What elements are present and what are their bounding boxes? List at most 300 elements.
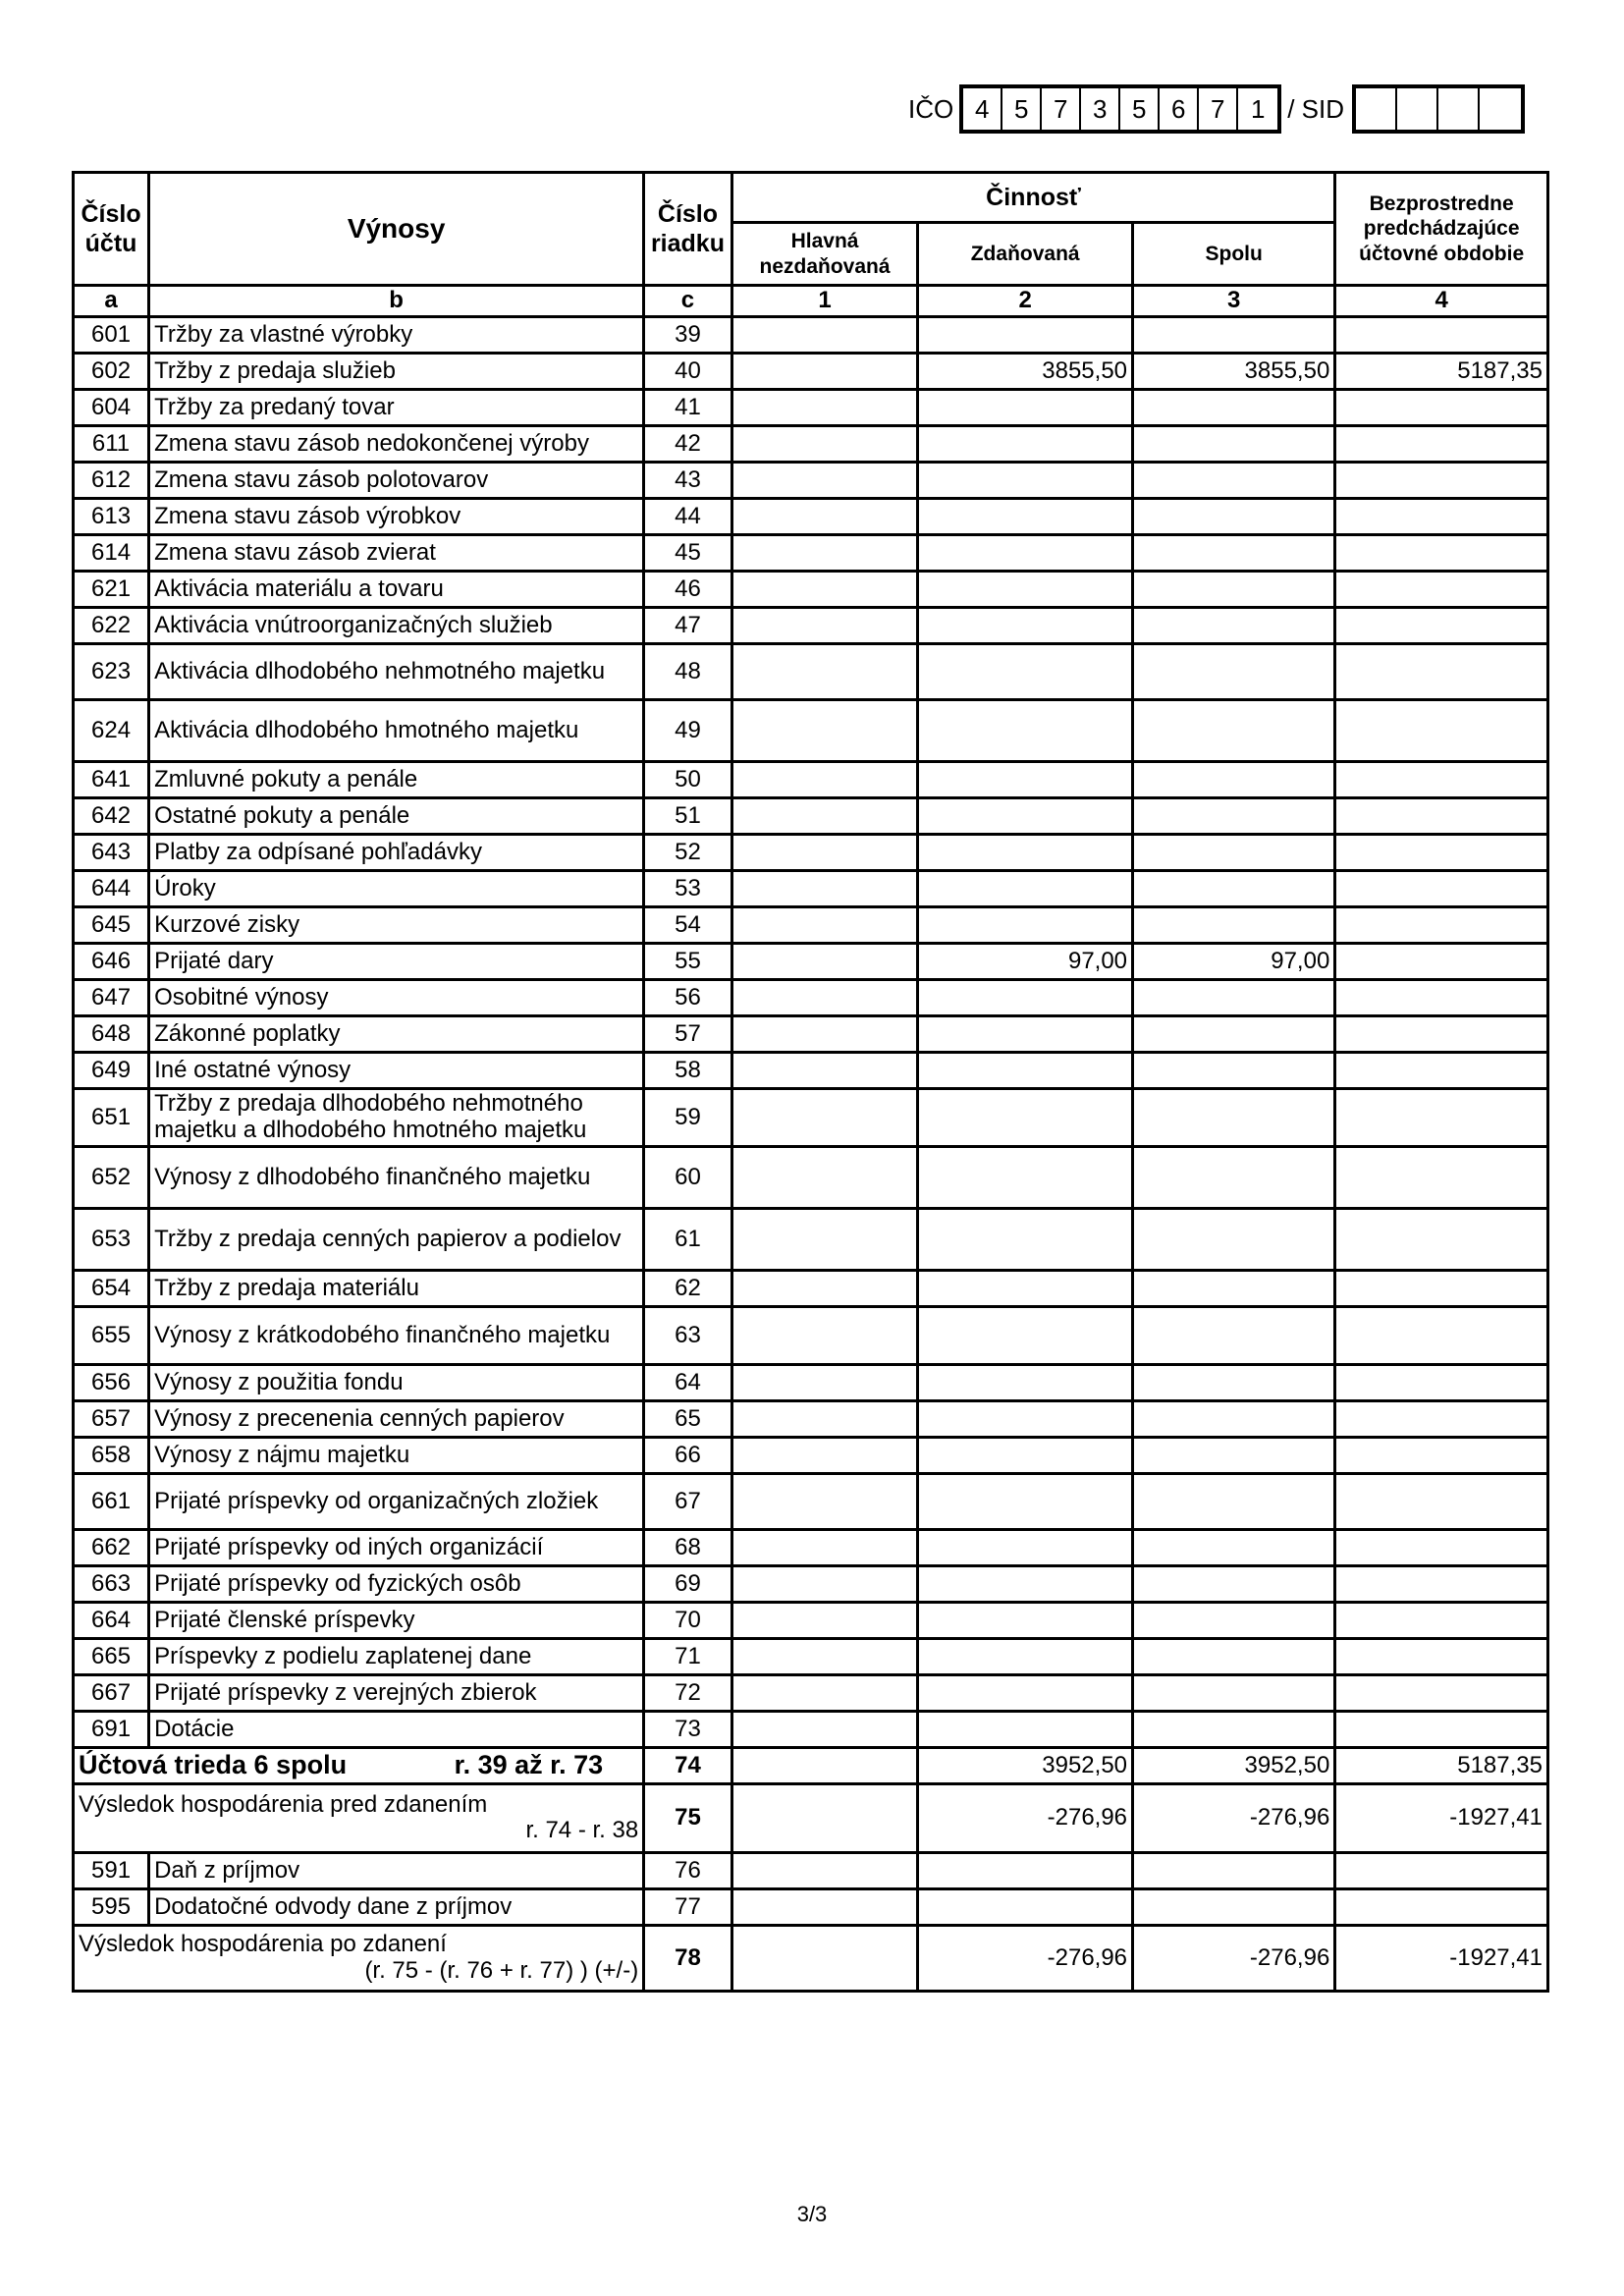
table-row	[74, 1306, 1548, 1364]
value-total[interactable]	[1133, 1602, 1335, 1638]
account-name: Zmena stavu zásob polotovarov	[149, 462, 644, 498]
account-number: 641	[74, 761, 149, 797]
value-total[interactable]	[1133, 534, 1335, 571]
account-name: Prijaté príspevky z verejných zbierok	[149, 1674, 644, 1711]
value-previous[interactable]	[1335, 1088, 1548, 1146]
value-previous[interactable]: -1927,41	[1335, 1783, 1548, 1852]
value-total[interactable]	[1133, 1638, 1335, 1674]
ico-digit[interactable]: 7	[1199, 88, 1238, 130]
value-taxed[interactable]	[918, 1565, 1133, 1602]
value-main-untaxed[interactable]	[731, 316, 918, 353]
account-name: Prijaté dary	[149, 943, 644, 979]
result-after-tax-label-cell	[74, 1925, 644, 1991]
value-main-untaxed[interactable]	[731, 1565, 918, 1602]
account-number: 649	[74, 1052, 149, 1088]
value-main-untaxed[interactable]	[731, 1602, 918, 1638]
sid-digit[interactable]	[1438, 88, 1480, 130]
value-main-untaxed[interactable]	[731, 979, 918, 1015]
value-previous[interactable]	[1335, 1565, 1548, 1602]
table-row	[74, 1400, 1548, 1437]
value-previous[interactable]	[1335, 979, 1548, 1015]
value-taxed[interactable]: -276,96	[918, 1783, 1133, 1852]
value-total[interactable]: -276,96	[1133, 1925, 1335, 1991]
value-taxed[interactable]	[918, 906, 1133, 943]
value-previous[interactable]	[1335, 1270, 1548, 1306]
page-number: 3/3	[796, 2202, 828, 2226]
table-row	[74, 1270, 1548, 1306]
value-main-untaxed[interactable]	[731, 1529, 918, 1565]
sid-digit[interactable]	[1480, 88, 1521, 130]
value-previous[interactable]	[1335, 1052, 1548, 1088]
value-taxed[interactable]	[918, 1888, 1133, 1925]
account-name: Výnosy z dlhodobého finančného majetku	[149, 1146, 644, 1208]
table-row	[74, 643, 1548, 699]
value-total[interactable]	[1133, 1015, 1335, 1052]
value-taxed[interactable]	[918, 1270, 1133, 1306]
value-previous[interactable]: -1927,41	[1335, 1925, 1548, 1991]
value-total[interactable]	[1133, 571, 1335, 607]
value-taxed[interactable]	[918, 797, 1133, 834]
account-name: Prijaté príspevky od fyzických osôb	[149, 1565, 644, 1602]
value-main-untaxed[interactable]	[731, 1783, 918, 1852]
row-number: 44	[644, 498, 732, 534]
value-previous[interactable]	[1335, 1888, 1548, 1925]
account-name: Daň z príjmov	[149, 1852, 644, 1888]
value-main-untaxed[interactable]	[731, 1852, 918, 1888]
table-row	[74, 1473, 1548, 1529]
value-main-untaxed[interactable]	[731, 1088, 918, 1146]
ico-label: IČO	[908, 93, 954, 124]
value-main-untaxed[interactable]	[731, 1400, 918, 1437]
value-total[interactable]: 3855,50	[1133, 353, 1335, 389]
value-main-untaxed[interactable]	[731, 1052, 918, 1088]
account-name: Zmena stavu zásob zvierat	[149, 534, 644, 571]
value-main-untaxed[interactable]	[731, 389, 918, 425]
class-total-label: Účtová trieda 6 spolu	[79, 1749, 348, 1779]
account-number: 648	[74, 1015, 149, 1052]
account-name: Zákonné poplatky	[149, 1015, 644, 1052]
value-main-untaxed[interactable]	[731, 1208, 918, 1270]
account-name: Zmena stavu zásob nedokončenej výroby	[149, 425, 644, 462]
value-previous[interactable]	[1335, 1208, 1548, 1270]
table-row	[74, 425, 1548, 462]
account-number: 614	[74, 534, 149, 571]
value-taxed[interactable]: 3855,50	[918, 353, 1133, 389]
account-number: 658	[74, 1437, 149, 1473]
table-row	[74, 834, 1548, 870]
value-total[interactable]	[1133, 1852, 1335, 1888]
row-number: 43	[644, 462, 732, 498]
account-number: 656	[74, 1364, 149, 1400]
table-row	[74, 1052, 1548, 1088]
account-name: Iné ostatné výnosy	[149, 1052, 644, 1088]
value-main-untaxed[interactable]	[731, 425, 918, 462]
table-row	[74, 571, 1548, 607]
value-main-untaxed[interactable]	[731, 1437, 918, 1473]
account-number: 642	[74, 797, 149, 834]
value-main-untaxed[interactable]	[731, 462, 918, 498]
account-name: Prijaté príspevky od organizačných zložiek	[149, 1473, 644, 1529]
value-total[interactable]	[1133, 1565, 1335, 1602]
account-name: Kurzové zisky	[149, 906, 644, 943]
value-previous[interactable]	[1335, 1529, 1548, 1565]
value-total[interactable]	[1133, 906, 1335, 943]
row-number: 48	[644, 643, 732, 699]
table-row	[74, 316, 1548, 353]
value-taxed[interactable]	[918, 1852, 1133, 1888]
value-main-untaxed[interactable]	[731, 797, 918, 834]
value-total[interactable]	[1133, 462, 1335, 498]
value-taxed[interactable]	[918, 1146, 1133, 1208]
ico-digit[interactable]: 6	[1160, 88, 1199, 130]
value-taxed[interactable]	[918, 1400, 1133, 1437]
value-total[interactable]	[1133, 1270, 1335, 1306]
table-row	[74, 943, 1548, 979]
table-row	[74, 1674, 1548, 1711]
result-after-tax-row	[74, 1925, 1548, 1991]
table-row	[74, 607, 1548, 643]
sid-label: / SID	[1287, 93, 1345, 124]
col-letter: 1	[731, 286, 918, 317]
tax-row	[74, 1888, 1548, 1925]
value-previous[interactable]	[1335, 1674, 1548, 1711]
value-previous[interactable]	[1335, 834, 1548, 870]
value-taxed[interactable]	[918, 979, 1133, 1015]
value-taxed[interactable]: 3952,50	[918, 1747, 1133, 1783]
col-header-name: Výnosy	[149, 173, 644, 286]
value-total[interactable]	[1133, 643, 1335, 699]
row-number: 54	[644, 906, 732, 943]
value-total[interactable]	[1133, 1052, 1335, 1088]
ico-digit[interactable]: 5	[1002, 88, 1042, 130]
value-previous[interactable]: 5187,35	[1335, 353, 1548, 389]
row-number: 57	[644, 1015, 732, 1052]
col-letter: 3	[1133, 286, 1335, 317]
table-row	[74, 797, 1548, 834]
value-total[interactable]	[1133, 761, 1335, 797]
row-number: 63	[644, 1306, 732, 1364]
value-main-untaxed[interactable]	[731, 1674, 918, 1711]
value-taxed[interactable]	[918, 498, 1133, 534]
value-main-untaxed[interactable]	[731, 571, 918, 607]
value-previous[interactable]	[1335, 1015, 1548, 1052]
value-taxed[interactable]	[918, 571, 1133, 607]
value-main-untaxed[interactable]	[731, 943, 918, 979]
account-name: Prijaté príspevky od iných organizácií	[149, 1529, 644, 1565]
value-total[interactable]	[1133, 607, 1335, 643]
value-taxed[interactable]	[918, 534, 1133, 571]
account-number: 613	[74, 498, 149, 534]
account-name: Ostatné pokuty a penále	[149, 797, 644, 834]
value-total[interactable]	[1133, 1400, 1335, 1437]
account-number: 654	[74, 1270, 149, 1306]
value-main-untaxed[interactable]	[731, 1364, 918, 1400]
table-row	[74, 1638, 1548, 1674]
value-total[interactable]	[1133, 425, 1335, 462]
value-taxed[interactable]	[918, 1473, 1133, 1529]
row-number: 49	[644, 699, 732, 761]
value-taxed[interactable]	[918, 834, 1133, 870]
account-number: 602	[74, 353, 149, 389]
value-previous[interactable]	[1335, 1473, 1548, 1529]
value-main-untaxed[interactable]	[731, 870, 918, 906]
ico-digit-boxes	[959, 84, 1281, 134]
account-name: Aktivácia materiálu a tovaru	[149, 571, 644, 607]
row-number: 78	[644, 1925, 732, 1991]
class-total-row	[74, 1747, 1548, 1783]
account-name: Úroky	[149, 870, 644, 906]
class-total-label-cell	[74, 1747, 644, 1783]
value-total[interactable]	[1133, 979, 1335, 1015]
account-name: Aktivácia vnútroorganizačných služieb	[149, 607, 644, 643]
row-number: 69	[644, 1565, 732, 1602]
row-number: 72	[644, 1674, 732, 1711]
value-previous[interactable]	[1335, 425, 1548, 462]
value-taxed[interactable]	[918, 1711, 1133, 1747]
account-name: Výnosy z nájmu majetku	[149, 1437, 644, 1473]
value-total[interactable]	[1133, 1711, 1335, 1747]
account-name: Dotácie	[149, 1711, 644, 1747]
value-previous[interactable]	[1335, 906, 1548, 943]
ico-digit[interactable]: 7	[1042, 88, 1081, 130]
value-main-untaxed[interactable]	[731, 353, 918, 389]
value-previous[interactable]	[1335, 699, 1548, 761]
account-number: 591	[74, 1852, 149, 1888]
account-number: 661	[74, 1473, 149, 1529]
ico-digit[interactable]: 4	[963, 88, 1002, 130]
ico-digit[interactable]: 3	[1081, 88, 1120, 130]
result-before-tax-formula: r. 74 - r. 38	[525, 1817, 639, 1844]
value-taxed[interactable]	[918, 1015, 1133, 1052]
value-previous[interactable]	[1335, 316, 1548, 353]
account-name: Tržby z predaja dlhodobého nehmotného majetku a dlhodobého hmotného majetku	[149, 1088, 644, 1146]
value-previous[interactable]	[1335, 1638, 1548, 1674]
tax-row	[74, 1852, 1548, 1888]
value-total[interactable]: 3952,50	[1133, 1747, 1335, 1783]
value-total[interactable]	[1133, 1437, 1335, 1473]
sid-digit[interactable]	[1356, 88, 1397, 130]
col-header-row-no: Číslo riadku	[644, 173, 732, 286]
value-total[interactable]: 97,00	[1133, 943, 1335, 979]
account-number: 624	[74, 699, 149, 761]
col-letter: 4	[1335, 286, 1548, 317]
value-total[interactable]: -276,96	[1133, 1783, 1335, 1852]
account-number: 662	[74, 1529, 149, 1565]
value-total[interactable]	[1133, 316, 1335, 353]
value-taxed[interactable]	[918, 1364, 1133, 1400]
value-taxed[interactable]	[918, 1088, 1133, 1146]
value-previous[interactable]	[1335, 797, 1548, 834]
value-taxed[interactable]	[918, 1437, 1133, 1473]
value-total[interactable]	[1133, 1146, 1335, 1208]
value-previous[interactable]	[1335, 607, 1548, 643]
row-number: 70	[644, 1602, 732, 1638]
account-number: 667	[74, 1674, 149, 1711]
account-name: Tržby z predaja cenných papierov a podielov	[149, 1208, 644, 1270]
table-row	[74, 870, 1548, 906]
table-row	[74, 498, 1548, 534]
value-total[interactable]	[1133, 1529, 1335, 1565]
value-total[interactable]	[1133, 834, 1335, 870]
value-main-untaxed[interactable]	[731, 834, 918, 870]
col-header-account: Číslo účtu	[74, 173, 149, 286]
value-taxed[interactable]	[918, 1208, 1133, 1270]
value-main-untaxed[interactable]	[731, 1306, 918, 1364]
result-before-tax-label-cell	[74, 1783, 644, 1852]
value-previous[interactable]	[1335, 1306, 1548, 1364]
row-number: 73	[644, 1711, 732, 1747]
class-total-range: r. 39 až r. 73	[454, 1749, 604, 1779]
account-name: Tržby za predaný tovar	[149, 389, 644, 425]
row-number: 50	[644, 761, 732, 797]
value-previous[interactable]	[1335, 1852, 1548, 1888]
value-taxed[interactable]	[918, 870, 1133, 906]
value-main-untaxed[interactable]	[731, 1146, 918, 1208]
row-number: 66	[644, 1437, 732, 1473]
value-main-untaxed[interactable]	[731, 699, 918, 761]
sid-digit-boxes	[1352, 84, 1525, 134]
value-previous[interactable]	[1335, 643, 1548, 699]
account-number: 657	[74, 1400, 149, 1437]
account-name: Aktivácia dlhodobého hmotného majetku	[149, 699, 644, 761]
value-main-untaxed[interactable]	[731, 1888, 918, 1925]
value-total[interactable]	[1133, 1364, 1335, 1400]
account-number: 644	[74, 870, 149, 906]
row-number: 47	[644, 607, 732, 643]
account-number: 664	[74, 1602, 149, 1638]
table-row	[74, 699, 1548, 761]
value-main-untaxed[interactable]	[731, 1711, 918, 1747]
value-previous[interactable]	[1335, 534, 1548, 571]
account-number: 623	[74, 643, 149, 699]
account-name: Osobitné výnosy	[149, 979, 644, 1015]
value-taxed[interactable]	[918, 1052, 1133, 1088]
value-taxed[interactable]	[918, 1674, 1133, 1711]
value-total[interactable]	[1133, 699, 1335, 761]
ico-digit[interactable]: 5	[1120, 88, 1160, 130]
value-previous[interactable]	[1335, 1437, 1548, 1473]
row-number: 75	[644, 1783, 732, 1852]
account-number: 612	[74, 462, 149, 498]
value-previous[interactable]	[1335, 1364, 1548, 1400]
value-main-untaxed[interactable]	[731, 607, 918, 643]
value-previous[interactable]	[1335, 571, 1548, 607]
table-row	[74, 761, 1548, 797]
value-main-untaxed[interactable]	[731, 761, 918, 797]
account-name: Zmluvné pokuty a penále	[149, 761, 644, 797]
value-main-untaxed[interactable]	[731, 1015, 918, 1052]
value-taxed[interactable]	[918, 1306, 1133, 1364]
value-main-untaxed[interactable]	[731, 1925, 918, 1991]
col-letter: a	[74, 286, 149, 317]
value-taxed[interactable]: -276,96	[918, 1925, 1133, 1991]
result-before-tax-row	[74, 1783, 1548, 1852]
revenue-table	[72, 171, 1549, 1993]
value-total[interactable]	[1133, 498, 1335, 534]
value-total[interactable]	[1133, 1306, 1335, 1364]
table-row	[74, 979, 1548, 1015]
value-main-untaxed[interactable]	[731, 1270, 918, 1306]
value-previous[interactable]	[1335, 1711, 1548, 1747]
row-number: 46	[644, 571, 732, 607]
col-header-total: Spolu	[1133, 223, 1335, 286]
value-total[interactable]	[1133, 1088, 1335, 1146]
account-name: Výnosy z precenenia cenných papierov	[149, 1400, 644, 1437]
value-taxed[interactable]: 97,00	[918, 943, 1133, 979]
col-header-main-untaxed: Hlavná nezdaňovaná	[731, 223, 918, 286]
value-main-untaxed[interactable]	[731, 1747, 918, 1783]
value-total[interactable]	[1133, 1674, 1335, 1711]
value-main-untaxed[interactable]	[731, 906, 918, 943]
row-number: 42	[644, 425, 732, 462]
row-number: 40	[644, 353, 732, 389]
sid-digit[interactable]	[1397, 88, 1438, 130]
value-previous[interactable]	[1335, 1602, 1548, 1638]
value-taxed[interactable]	[918, 462, 1133, 498]
value-taxed[interactable]	[918, 607, 1133, 643]
value-main-untaxed[interactable]	[731, 1473, 918, 1529]
value-previous[interactable]	[1335, 1146, 1548, 1208]
value-taxed[interactable]	[918, 1602, 1133, 1638]
value-previous[interactable]	[1335, 462, 1548, 498]
table-row	[74, 389, 1548, 425]
table-row	[74, 353, 1548, 389]
value-taxed[interactable]	[918, 699, 1133, 761]
value-previous[interactable]	[1335, 943, 1548, 979]
row-number: 59	[644, 1088, 732, 1146]
value-total[interactable]	[1133, 1888, 1335, 1925]
value-main-untaxed[interactable]	[731, 498, 918, 534]
table-row	[74, 1088, 1548, 1146]
account-number: 611	[74, 425, 149, 462]
value-total[interactable]	[1133, 797, 1335, 834]
value-previous[interactable]	[1335, 870, 1548, 906]
row-number: 53	[644, 870, 732, 906]
value-main-untaxed[interactable]	[731, 643, 918, 699]
row-number: 39	[644, 316, 732, 353]
row-number: 71	[644, 1638, 732, 1674]
value-taxed[interactable]	[918, 316, 1133, 353]
account-name: Tržby z predaja materiálu	[149, 1270, 644, 1306]
value-taxed[interactable]	[918, 643, 1133, 699]
value-previous[interactable]: 5187,35	[1335, 1747, 1548, 1783]
value-main-untaxed[interactable]	[731, 534, 918, 571]
row-number: 76	[644, 1852, 732, 1888]
account-name: Prijaté členské príspevky	[149, 1602, 644, 1638]
ico-digit[interactable]: 1	[1251, 93, 1266, 124]
value-total[interactable]	[1133, 389, 1335, 425]
value-total[interactable]	[1133, 1208, 1335, 1270]
summary-rows	[74, 1747, 1548, 1991]
value-taxed[interactable]	[918, 1529, 1133, 1565]
value-total[interactable]	[1133, 870, 1335, 906]
value-taxed[interactable]	[918, 1638, 1133, 1674]
row-number: 62	[644, 1270, 732, 1306]
value-taxed[interactable]	[918, 389, 1133, 425]
value-total[interactable]	[1133, 1473, 1335, 1529]
table-row	[74, 1146, 1548, 1208]
value-previous[interactable]	[1335, 389, 1548, 425]
row-number: 65	[644, 1400, 732, 1437]
value-main-untaxed[interactable]	[731, 1638, 918, 1674]
row-number: 41	[644, 389, 732, 425]
account-name: Výnosy z použitia fondu	[149, 1364, 644, 1400]
value-previous[interactable]	[1335, 498, 1548, 534]
value-previous[interactable]	[1335, 1400, 1548, 1437]
value-taxed[interactable]	[918, 425, 1133, 462]
value-previous[interactable]	[1335, 761, 1548, 797]
value-taxed[interactable]	[918, 761, 1133, 797]
